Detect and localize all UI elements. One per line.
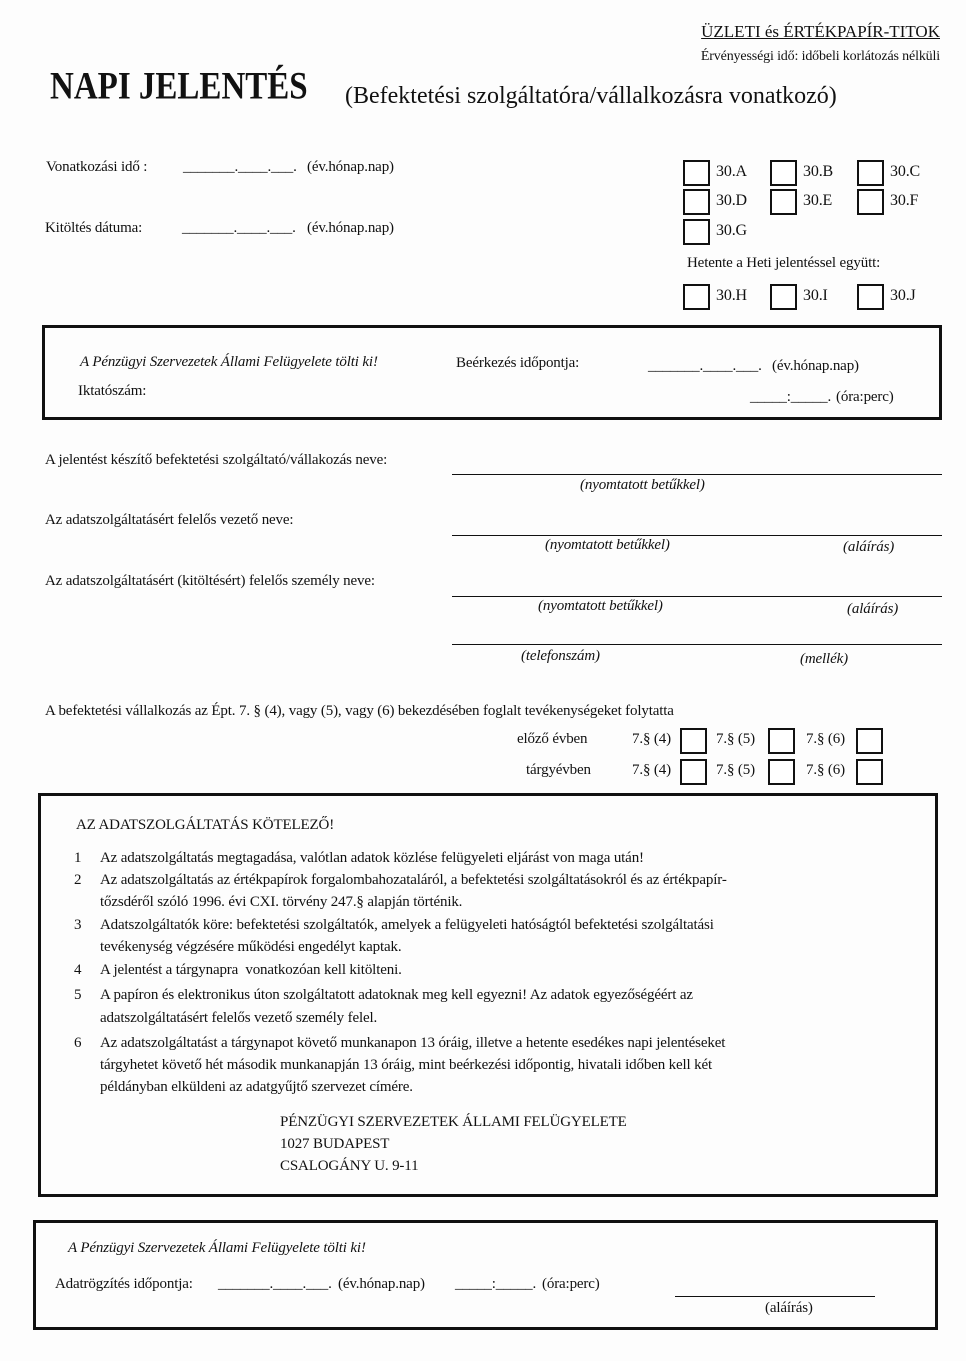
weekly-label: Hetente a Heti jelentéssel együtt: <box>687 255 881 271</box>
recording-signature-caption: (aláírás) <box>765 1300 813 1316</box>
contact-signature-caption: (aláírás) <box>847 601 899 617</box>
checkbox-30d[interactable] <box>683 189 710 215</box>
provider-name-label: A jelentést készítő befektetési szolgáltató/vállakozás neve: <box>45 452 388 468</box>
recording-date-format: (év.hónap.nap) <box>338 1276 425 1292</box>
current-year-label: tárgyévben <box>526 762 591 778</box>
manager-printed-caption: (nyomtatott betűkkel) <box>545 537 670 553</box>
contact-phone-field[interactable] <box>452 644 942 645</box>
completion-date-label: Kitöltés dátuma: <box>45 220 143 236</box>
received-date-format: (év.hónap.nap) <box>772 358 859 374</box>
manager-name-label: Az adatszolgáltatásért felelős vezető neve: <box>45 512 294 528</box>
notice-item-text: tőzsdéről szóló 1996. évi CXI. törvény 247.§ alapján történik. <box>100 894 463 910</box>
checkbox-label-30f: 30.F <box>890 192 919 209</box>
recording-signature-field[interactable] <box>675 1296 875 1297</box>
provider-name-field[interactable] <box>452 474 942 475</box>
intake-note: A Pénzügyi Szervezetek Állami Felügyelete tölti ki! <box>80 354 378 370</box>
recording-time-field[interactable]: _____:_____. <box>455 1276 537 1292</box>
checkbox-30b[interactable] <box>770 160 797 186</box>
reference-date-label: Vonatkozási idő : <box>46 159 148 175</box>
notice-item-text: tevékenység végzésére működési engedélyt kaptak. <box>100 939 402 955</box>
notice-item-text: adatszolgáltatásért felelős vezető személy felel. <box>100 1010 378 1026</box>
checkbox-label-30i: 30.I <box>803 287 828 304</box>
previous-year-label: előző évben <box>517 731 588 747</box>
notice-item-number: 3 <box>74 917 82 933</box>
completion-date-format: (év.hónap.nap) <box>307 220 394 236</box>
checkbox-30i[interactable] <box>770 284 797 310</box>
notice-heading: AZ ADATSZOLGÁLTATÁS KÖTELEZŐ! <box>76 817 335 833</box>
notice-item-text: Az adatszolgáltatást a tárgynapot követő munkanapon 13 óráig, illetve a hetente esedékes napi jelentéseket <box>100 1035 726 1051</box>
checkbox-label-30j: 30.J <box>890 287 916 304</box>
address-line-city: 1027 BUDAPEST <box>280 1136 390 1152</box>
notice-item-number: 4 <box>74 962 82 978</box>
received-date-field[interactable]: _______.____.___. <box>648 358 762 374</box>
activities-statement: A befektetési vállalkozás az Épt. 7. § (4), vagy (5), vagy (6) bekezdésében foglalt tevékenységeket folytatta <box>45 703 674 719</box>
checkbox-30c[interactable] <box>857 160 884 186</box>
extension-caption: (mellék) <box>800 651 848 667</box>
checkbox-30e[interactable] <box>770 189 797 215</box>
checkbox-label-30g: 30.G <box>716 222 747 239</box>
contact-printed-caption: (nyomtatott betűkkel) <box>538 598 663 614</box>
address-line-organization: PÉNZÜGYI SZERVEZETEK ÁLLAMI FELÜGYELETE <box>280 1114 627 1130</box>
current-year-checkbox-4[interactable] <box>680 759 707 785</box>
notice-item-number: 1 <box>74 850 82 866</box>
notice-item-number: 5 <box>74 987 82 1003</box>
recording-date-field[interactable]: _______.____.___. <box>218 1276 332 1292</box>
received-label: Beérkezés időpontja: <box>456 355 580 371</box>
option-label-5: 7.§ (5) <box>716 762 755 778</box>
checkbox-label-30h: 30.H <box>716 287 747 304</box>
option-label-4: 7.§ (4) <box>632 731 671 747</box>
notice-item-text: A jelentést a tárgynapra vonatkozóan kell kitölteni. <box>100 962 402 978</box>
option-label-5: 7.§ (5) <box>716 731 755 747</box>
contact-name-field[interactable] <box>452 596 942 597</box>
recording-time-label: Adatrögzítés időpontja: <box>55 1276 193 1292</box>
recording-note: A Pénzügyi Szervezetek Állami Felügyelete tölti ki! <box>68 1240 366 1256</box>
checkbox-30h[interactable] <box>683 284 710 310</box>
previous-year-checkbox-6[interactable] <box>856 728 883 754</box>
notice-item-text: A papíron és elektronikus úton szolgáltatott adatoknak meg kell egyezni! Az adatok egyezőségéért az <box>100 987 693 1003</box>
checkbox-label-30b: 30.B <box>803 163 834 180</box>
phone-caption: (telefonszám) <box>521 648 600 664</box>
notice-item-number: 2 <box>74 872 82 888</box>
classification-label: ÜZLETI és ÉRTÉKPAPÍR-TITOK <box>701 22 940 41</box>
previous-year-checkbox-4[interactable] <box>680 728 707 754</box>
provider-printed-caption: (nyomtatott betűkkel) <box>580 477 705 493</box>
checkbox-label-30a: 30.A <box>716 163 747 180</box>
notice-item-text: Az adatszolgáltatás az értékpapírok forgalombahozataláról, a befektetési szolgáltatásokról és az értékpapír- <box>100 872 727 888</box>
notice-item-number: 6 <box>74 1035 82 1051</box>
current-year-checkbox-5[interactable] <box>768 759 795 785</box>
checkbox-label-30c: 30.C <box>890 163 921 180</box>
received-time-field[interactable]: _____:_____. <box>750 389 832 405</box>
address-line-street: CSALOGÁNY U. 9-11 <box>280 1158 419 1174</box>
option-label-6: 7.§ (6) <box>806 731 845 747</box>
notice-item-text: Az adatszolgáltatás megtagadása, valótlan adatok közlése felügyeleti eljárást von maga után! <box>100 850 644 866</box>
checkbox-30j[interactable] <box>857 284 884 310</box>
checkbox-30g[interactable] <box>683 219 710 245</box>
completion-date-field[interactable]: _______.____.___. <box>182 220 296 236</box>
notice-item-text: példányban elküldeni az adatgyűjtő szervezet címére. <box>100 1079 413 1095</box>
manager-name-field[interactable] <box>452 535 942 536</box>
manager-signature-caption: (aláírás) <box>843 539 895 555</box>
reference-date-field[interactable]: _______.____.___. <box>183 159 297 175</box>
checkbox-30f[interactable] <box>857 189 884 215</box>
current-year-checkbox-6[interactable] <box>856 759 883 785</box>
notice-item-text: Adatszolgáltatók köre: befektetési szolgáltatók, amelyek a felügyeleti hatóságtól befektetési szolgáltatási <box>100 917 714 933</box>
checkbox-30a[interactable] <box>683 160 710 186</box>
page-title: NAPI JELENTÉS <box>50 65 308 109</box>
checkbox-label-30d: 30.D <box>716 192 747 209</box>
checkbox-label-30e: 30.E <box>803 192 833 209</box>
received-time-format: (óra:perc) <box>836 389 894 405</box>
notice-item-text: tárgyhetet követő hét második munkanapján 13 óráig, mint beérkezési időpontig, hivatali időben kell két <box>100 1057 713 1073</box>
contact-name-label: Az adatszolgáltatásért (kitöltésért) felelős személy neve: <box>45 573 375 589</box>
option-label-4: 7.§ (4) <box>632 762 671 778</box>
reference-date-format: (év.hónap.nap) <box>307 159 394 175</box>
option-label-6: 7.§ (6) <box>806 762 845 778</box>
recording-time-format: (óra:perc) <box>542 1276 600 1292</box>
registration-number-label: Iktatószám: <box>78 383 147 399</box>
page-subtitle: (Befektetési szolgáltatóra/vállalkozásra vonatkozó) <box>345 83 837 109</box>
previous-year-checkbox-5[interactable] <box>768 728 795 754</box>
validity-label: Érvényességi idő: időbeli korlátozás nélküli <box>700 49 940 64</box>
